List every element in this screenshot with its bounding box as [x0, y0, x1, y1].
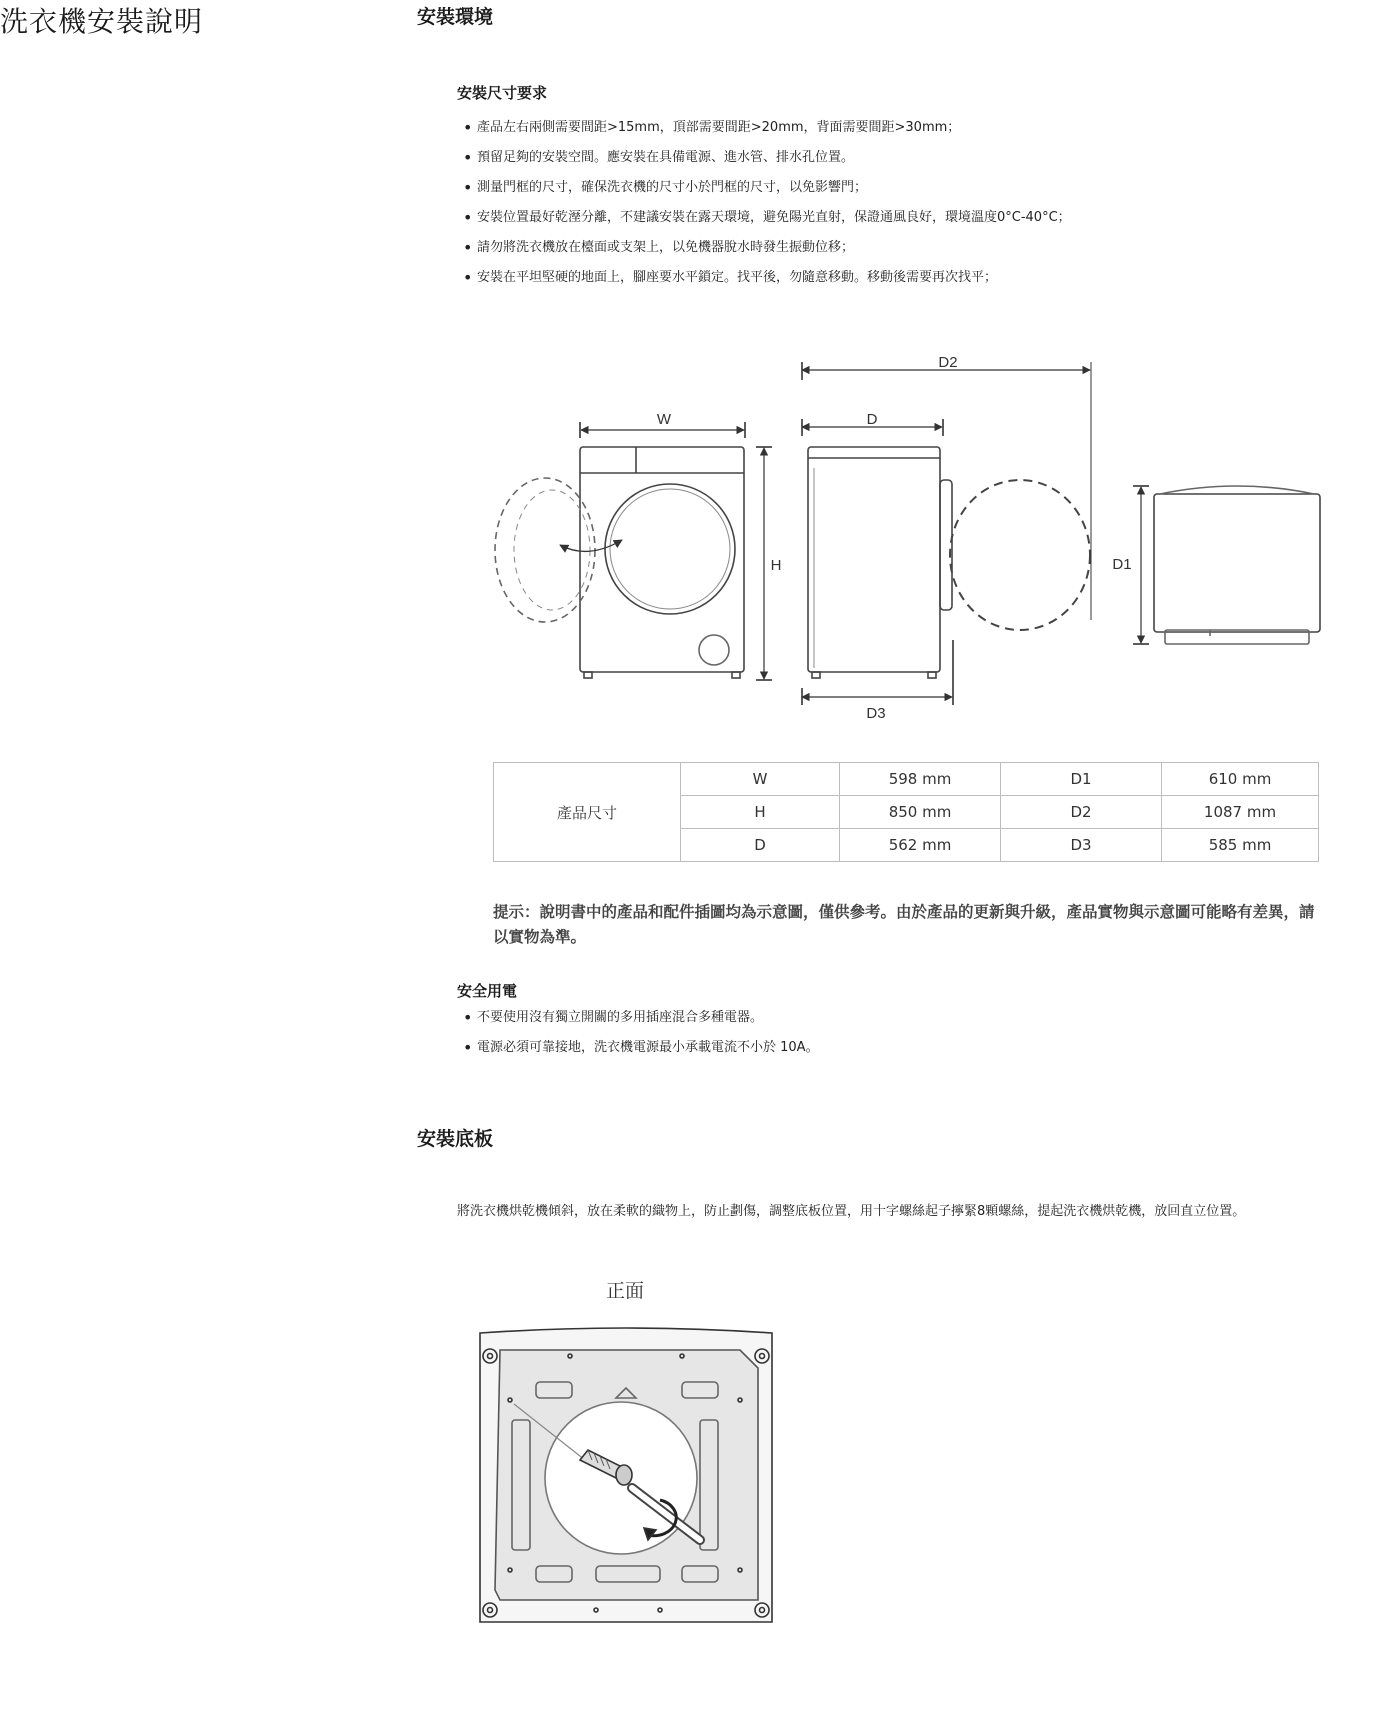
table-row — [494, 763, 1319, 796]
front-view-label: 正面 — [606, 1280, 645, 1302]
base-plate-illustration — [476, 1325, 776, 1625]
dim-label-w: W — [656, 411, 672, 428]
table-cell: 850 mm — [840, 796, 1001, 829]
dimension-requirements-list — [457, 113, 1071, 293]
list-item: • 安裝在平坦堅硬的地面上，腳座要水平鎖定。找平後，勿隨意移動。移動後需要再次找平； — [457, 263, 1071, 293]
subsection-title-dimensions: 安裝尺寸要求 — [457, 84, 548, 102]
electrical-safety-list — [457, 1003, 819, 1063]
base-plate-instruction: 將洗衣機烘乾機傾斜，放在柔軟的織物上，防止劃傷，調整底板位置，用十字螺絲起子擰緊8顆螺絲，提起洗衣機烘乾機，放回直立位置。 — [457, 1204, 1246, 1219]
subsection-title-electrical-safety: 安全用電 — [457, 982, 518, 1000]
list-item: • 預留足夠的安裝空間。應安裝在具備電源、進水管、排水孔位置。 — [457, 143, 1071, 173]
washer-dimension-diagram — [480, 345, 1340, 725]
dim-label-d3: D3 — [866, 705, 886, 722]
table-cell: 1087 mm — [1162, 796, 1319, 829]
list-item: • 測量門框的尺寸，確保洗衣機的尺寸小於門框的尺寸，以免影響門； — [457, 173, 1071, 203]
dim-label-d1: D1 — [1112, 556, 1132, 573]
table-cell: D2 — [1001, 796, 1162, 829]
list-item: • 電源必須可靠接地，洗衣機電源最小承載電流不小於 10A。 — [457, 1033, 819, 1063]
list-item: • 不要使用沒有獨立開關的多用插座混合多種電器。 — [457, 1003, 819, 1033]
section-title-environment: 安裝環境 — [417, 6, 494, 28]
top-view-washer — [1154, 486, 1320, 644]
list-item: • 產品左右兩側需要間距>15mm，頂部需要間距>20mm，背面需要間距>30mm； — [457, 113, 1071, 143]
table-cell: D — [681, 829, 840, 862]
list-item: • 請勿將洗衣機放在檯面或支架上，以免機器脫水時發生振動位移； — [457, 233, 1071, 263]
table-cell: W — [681, 763, 840, 796]
page-title: 洗衣機安裝說明 — [0, 5, 204, 38]
list-item: • 安裝位置最好乾溼分離，不建議安裝在露天環境，避免陽光直射，保證通風良好，環境溫度0°C-40°C； — [457, 203, 1071, 233]
table-row-header: 產品尺寸 — [494, 763, 681, 862]
dim-label-d: D — [866, 411, 878, 428]
disclaimer-note: 提示：說明書中的產品和配件插圖均為示意圖，僅供參考。由於產品的更新與升級，產品實物與示意圖可能略有差異，請以實物為準。 — [493, 903, 1315, 946]
table-cell: D3 — [1001, 829, 1162, 862]
table-cell: 585 mm — [1162, 829, 1319, 862]
section-title-base-plate: 安裝底板 — [417, 1128, 494, 1150]
product-size-table — [493, 762, 1319, 862]
dim-label-d2: D2 — [938, 354, 958, 371]
table-cell: 562 mm — [840, 829, 1001, 862]
table-cell: H — [681, 796, 840, 829]
front-view-washer — [495, 447, 744, 678]
table-cell: 598 mm — [840, 763, 1001, 796]
dim-label-h: H — [770, 557, 782, 574]
side-view-washer — [808, 447, 1090, 678]
table-cell: D1 — [1001, 763, 1162, 796]
table-cell: 610 mm — [1162, 763, 1319, 796]
